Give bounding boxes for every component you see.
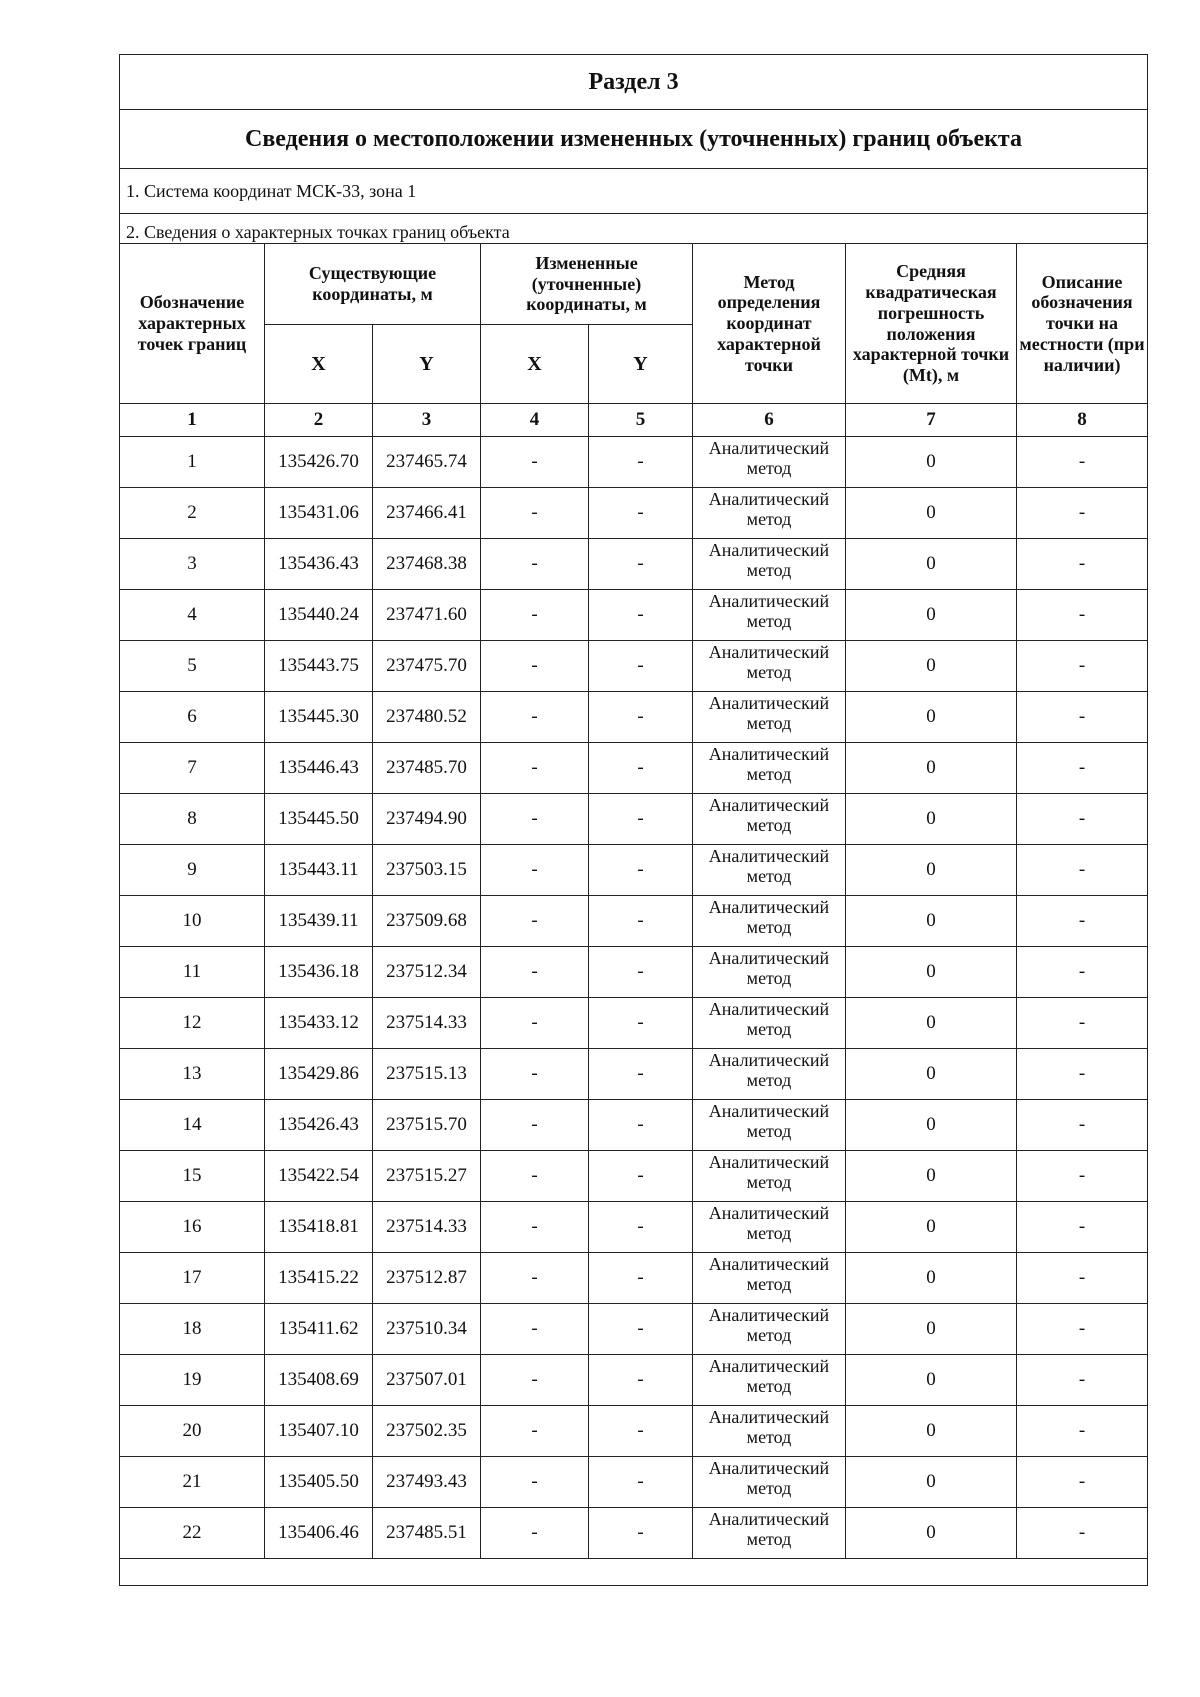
existing-y-cell: 237509.68 bbox=[373, 896, 481, 947]
changed-y-cell: - bbox=[589, 1100, 693, 1151]
existing-y-cell: 237510.34 bbox=[373, 1304, 481, 1355]
description-cell: - bbox=[1017, 1253, 1148, 1304]
existing-x-cell: 135405.50 bbox=[265, 1457, 373, 1508]
method-cell: Аналитический метод bbox=[693, 1151, 846, 1202]
mean-error-cell: 0 bbox=[846, 1202, 1017, 1253]
changed-y-cell: - bbox=[589, 590, 693, 641]
table-row bbox=[120, 539, 1148, 590]
description-cell: - bbox=[1017, 590, 1148, 641]
mean-error-cell: 0 bbox=[846, 1406, 1017, 1457]
existing-y-cell: 237485.51 bbox=[373, 1508, 481, 1559]
points-heading: 2. Сведения о характерных точках границ объекта bbox=[120, 214, 1148, 244]
table-row bbox=[120, 845, 1148, 896]
changed-x-cell: - bbox=[481, 437, 589, 488]
existing-x-cell: 135440.24 bbox=[265, 590, 373, 641]
method-cell: Аналитический метод bbox=[693, 437, 846, 488]
changed-y-cell: - bbox=[589, 488, 693, 539]
changed-y-cell: - bbox=[589, 794, 693, 845]
existing-y-cell: 237468.38 bbox=[373, 539, 481, 590]
changed-x-cell: - bbox=[481, 539, 589, 590]
description-cell: - bbox=[1017, 1406, 1148, 1457]
point-number-cell: 15 bbox=[120, 1151, 265, 1202]
changed-y-cell: - bbox=[589, 437, 693, 488]
table-row bbox=[120, 1253, 1148, 1304]
changed-x-cell: - bbox=[481, 947, 589, 998]
existing-y-cell: 237465.74 bbox=[373, 437, 481, 488]
description-cell: - bbox=[1017, 743, 1148, 794]
changed-y-cell: - bbox=[589, 1457, 693, 1508]
existing-x-cell: 135429.86 bbox=[265, 1049, 373, 1100]
method-cell: Аналитический метод bbox=[693, 692, 846, 743]
existing-y-cell: 237502.35 bbox=[373, 1406, 481, 1457]
point-number-cell: 10 bbox=[120, 896, 265, 947]
mean-error-cell: 0 bbox=[846, 794, 1017, 845]
existing-x-cell: 135439.11 bbox=[265, 896, 373, 947]
changed-x-cell: - bbox=[481, 488, 589, 539]
point-number-cell: 16 bbox=[120, 1202, 265, 1253]
description-cell: - bbox=[1017, 1100, 1148, 1151]
changed-x-cell: - bbox=[481, 1457, 589, 1508]
point-number-cell: 11 bbox=[120, 947, 265, 998]
column-number: 6 bbox=[693, 404, 846, 437]
mean-error-cell: 0 bbox=[846, 692, 1017, 743]
column-number: 8 bbox=[1017, 404, 1148, 437]
table-row bbox=[120, 743, 1148, 794]
point-number-cell: 8 bbox=[120, 794, 265, 845]
changed-x-cell: - bbox=[481, 1508, 589, 1559]
existing-x-cell: 135426.70 bbox=[265, 437, 373, 488]
column-number-row bbox=[120, 404, 1148, 437]
existing-x-cell: 135407.10 bbox=[265, 1406, 373, 1457]
header-changed-x: X bbox=[481, 325, 589, 404]
mean-error-cell: 0 bbox=[846, 1100, 1017, 1151]
description-cell: - bbox=[1017, 1508, 1148, 1559]
table-row bbox=[120, 1406, 1148, 1457]
method-cell: Аналитический метод bbox=[693, 845, 846, 896]
changed-y-cell: - bbox=[589, 1406, 693, 1457]
existing-y-cell: 237512.34 bbox=[373, 947, 481, 998]
changed-x-cell: - bbox=[481, 1049, 589, 1100]
point-number-cell: 2 bbox=[120, 488, 265, 539]
existing-x-cell: 135445.50 bbox=[265, 794, 373, 845]
existing-x-cell: 135436.18 bbox=[265, 947, 373, 998]
description-cell: - bbox=[1017, 437, 1148, 488]
column-number: 4 bbox=[481, 404, 589, 437]
description-cell: - bbox=[1017, 1304, 1148, 1355]
coordinate-system: 1. Система координат МСК-33, зона 1 bbox=[120, 169, 1148, 214]
existing-y-cell: 237515.70 bbox=[373, 1100, 481, 1151]
changed-y-cell: - bbox=[589, 1304, 693, 1355]
method-cell: Аналитический метод bbox=[693, 1508, 846, 1559]
description-cell: - bbox=[1017, 1202, 1148, 1253]
mean-error-cell: 0 bbox=[846, 998, 1017, 1049]
table-row bbox=[120, 590, 1148, 641]
mean-error-cell: 0 bbox=[846, 488, 1017, 539]
mean-error-cell: 0 bbox=[846, 1253, 1017, 1304]
mean-error-cell: 0 bbox=[846, 539, 1017, 590]
existing-x-cell: 135445.30 bbox=[265, 692, 373, 743]
changed-y-cell: - bbox=[589, 947, 693, 998]
changed-y-cell: - bbox=[589, 1151, 693, 1202]
changed-y-cell: - bbox=[589, 1355, 693, 1406]
header-description: Описание обозначения точки на местности (при наличии) bbox=[1017, 244, 1148, 404]
mean-error-cell: 0 bbox=[846, 743, 1017, 794]
existing-y-cell: 237503.15 bbox=[373, 845, 481, 896]
mean-error-cell: 0 bbox=[846, 1151, 1017, 1202]
header-existing-x: X bbox=[265, 325, 373, 404]
table-row bbox=[120, 437, 1148, 488]
column-number: 5 bbox=[589, 404, 693, 437]
description-cell: - bbox=[1017, 539, 1148, 590]
table-row bbox=[120, 488, 1148, 539]
existing-y-cell: 237493.43 bbox=[373, 1457, 481, 1508]
mean-error-cell: 0 bbox=[846, 1457, 1017, 1508]
changed-x-cell: - bbox=[481, 1253, 589, 1304]
existing-x-cell: 135426.43 bbox=[265, 1100, 373, 1151]
point-number-cell: 9 bbox=[120, 845, 265, 896]
existing-y-cell: 237485.70 bbox=[373, 743, 481, 794]
changed-x-cell: - bbox=[481, 1151, 589, 1202]
changed-y-cell: - bbox=[589, 1202, 693, 1253]
changed-x-cell: - bbox=[481, 896, 589, 947]
changed-y-cell: - bbox=[589, 845, 693, 896]
description-cell: - bbox=[1017, 692, 1148, 743]
changed-x-cell: - bbox=[481, 1406, 589, 1457]
table-footer-row bbox=[120, 1559, 1148, 1586]
changed-y-cell: - bbox=[589, 641, 693, 692]
method-cell: Аналитический метод bbox=[693, 1253, 846, 1304]
mean-error-cell: 0 bbox=[846, 1304, 1017, 1355]
header-changed-y: Y bbox=[589, 325, 693, 404]
header-point-designation: Обозначение характерных точек границ bbox=[120, 244, 265, 404]
method-cell: Аналитический метод bbox=[693, 539, 846, 590]
existing-x-cell: 135415.22 bbox=[265, 1253, 373, 1304]
header-changed-coords: Измененные (уточненные) координаты, м bbox=[481, 244, 693, 325]
table-row bbox=[120, 1508, 1148, 1559]
table-row bbox=[120, 692, 1148, 743]
mean-error-cell: 0 bbox=[846, 845, 1017, 896]
column-number: 1 bbox=[120, 404, 265, 437]
table-row bbox=[120, 794, 1148, 845]
document-page bbox=[119, 54, 1147, 1586]
existing-y-cell: 237514.33 bbox=[373, 998, 481, 1049]
table-row bbox=[120, 1355, 1148, 1406]
description-cell: - bbox=[1017, 1151, 1148, 1202]
existing-x-cell: 135436.43 bbox=[265, 539, 373, 590]
existing-y-cell: 237514.33 bbox=[373, 1202, 481, 1253]
point-number-cell: 22 bbox=[120, 1508, 265, 1559]
table-row bbox=[120, 947, 1148, 998]
table-footer-cell bbox=[120, 1559, 1148, 1586]
changed-x-cell: - bbox=[481, 998, 589, 1049]
existing-x-cell: 135406.46 bbox=[265, 1508, 373, 1559]
method-cell: Аналитический метод bbox=[693, 998, 846, 1049]
mean-error-cell: 0 bbox=[846, 947, 1017, 998]
point-number-cell: 20 bbox=[120, 1406, 265, 1457]
table-row bbox=[120, 1202, 1148, 1253]
description-cell: - bbox=[1017, 1457, 1148, 1508]
point-number-cell: 14 bbox=[120, 1100, 265, 1151]
section-subtitle: Сведения о местоположении измененных (уточненных) границ объекта bbox=[120, 110, 1148, 169]
header-existing-coords: Существующие координаты, м bbox=[265, 244, 481, 325]
changed-x-cell: - bbox=[481, 1355, 589, 1406]
section-title: Раздел 3 bbox=[120, 55, 1148, 110]
table-row bbox=[120, 1304, 1148, 1355]
mean-error-cell: 0 bbox=[846, 1508, 1017, 1559]
changed-y-cell: - bbox=[589, 743, 693, 794]
existing-y-cell: 237466.41 bbox=[373, 488, 481, 539]
method-cell: Аналитический метод bbox=[693, 641, 846, 692]
changed-x-cell: - bbox=[481, 794, 589, 845]
table-row bbox=[120, 1151, 1148, 1202]
existing-x-cell: 135411.62 bbox=[265, 1304, 373, 1355]
method-cell: Аналитический метод bbox=[693, 1457, 846, 1508]
method-cell: Аналитический метод bbox=[693, 1100, 846, 1151]
boundary-points-table bbox=[119, 54, 1148, 1586]
description-cell: - bbox=[1017, 998, 1148, 1049]
description-cell: - bbox=[1017, 896, 1148, 947]
existing-x-cell: 135443.75 bbox=[265, 641, 373, 692]
existing-x-cell: 135408.69 bbox=[265, 1355, 373, 1406]
description-cell: - bbox=[1017, 947, 1148, 998]
method-cell: Аналитический метод bbox=[693, 947, 846, 998]
mean-error-cell: 0 bbox=[846, 641, 1017, 692]
point-number-cell: 6 bbox=[120, 692, 265, 743]
method-cell: Аналитический метод bbox=[693, 488, 846, 539]
point-number-cell: 17 bbox=[120, 1253, 265, 1304]
changed-x-cell: - bbox=[481, 590, 589, 641]
changed-y-cell: - bbox=[589, 998, 693, 1049]
existing-y-cell: 237480.52 bbox=[373, 692, 481, 743]
mean-error-cell: 0 bbox=[846, 437, 1017, 488]
table-row bbox=[120, 641, 1148, 692]
table-row bbox=[120, 998, 1148, 1049]
changed-x-cell: - bbox=[481, 641, 589, 692]
table-row bbox=[120, 896, 1148, 947]
changed-x-cell: - bbox=[481, 1202, 589, 1253]
method-cell: Аналитический метод bbox=[693, 1202, 846, 1253]
existing-y-cell: 237515.27 bbox=[373, 1151, 481, 1202]
mean-error-cell: 0 bbox=[846, 896, 1017, 947]
table-row bbox=[120, 1100, 1148, 1151]
existing-y-cell: 237512.87 bbox=[373, 1253, 481, 1304]
point-number-cell: 12 bbox=[120, 998, 265, 1049]
changed-y-cell: - bbox=[589, 1253, 693, 1304]
point-number-cell: 7 bbox=[120, 743, 265, 794]
description-cell: - bbox=[1017, 845, 1148, 896]
description-cell: - bbox=[1017, 1355, 1148, 1406]
existing-y-cell: 237475.70 bbox=[373, 641, 481, 692]
method-cell: Аналитический метод bbox=[693, 794, 846, 845]
existing-x-cell: 135422.54 bbox=[265, 1151, 373, 1202]
mean-error-cell: 0 bbox=[846, 1355, 1017, 1406]
existing-x-cell: 135433.12 bbox=[265, 998, 373, 1049]
method-cell: Аналитический метод bbox=[693, 590, 846, 641]
column-number: 2 bbox=[265, 404, 373, 437]
point-number-cell: 4 bbox=[120, 590, 265, 641]
method-cell: Аналитический метод bbox=[693, 743, 846, 794]
changed-y-cell: - bbox=[589, 896, 693, 947]
method-cell: Аналитический метод bbox=[693, 1304, 846, 1355]
existing-y-cell: 237515.13 bbox=[373, 1049, 481, 1100]
point-number-cell: 13 bbox=[120, 1049, 265, 1100]
method-cell: Аналитический метод bbox=[693, 896, 846, 947]
point-number-cell: 5 bbox=[120, 641, 265, 692]
column-number: 3 bbox=[373, 404, 481, 437]
column-number: 7 bbox=[846, 404, 1017, 437]
existing-y-cell: 237494.90 bbox=[373, 794, 481, 845]
header-method: Метод определения координат характерной точки bbox=[693, 244, 846, 404]
mean-error-cell: 0 bbox=[846, 1049, 1017, 1100]
description-cell: - bbox=[1017, 641, 1148, 692]
point-number-cell: 21 bbox=[120, 1457, 265, 1508]
changed-x-cell: - bbox=[481, 692, 589, 743]
point-number-cell: 19 bbox=[120, 1355, 265, 1406]
table-row bbox=[120, 1457, 1148, 1508]
changed-y-cell: - bbox=[589, 1508, 693, 1559]
method-cell: Аналитический метод bbox=[693, 1355, 846, 1406]
existing-x-cell: 135443.11 bbox=[265, 845, 373, 896]
method-cell: Аналитический метод bbox=[693, 1049, 846, 1100]
changed-x-cell: - bbox=[481, 743, 589, 794]
description-cell: - bbox=[1017, 488, 1148, 539]
existing-x-cell: 135418.81 bbox=[265, 1202, 373, 1253]
point-number-cell: 3 bbox=[120, 539, 265, 590]
changed-y-cell: - bbox=[589, 1049, 693, 1100]
changed-x-cell: - bbox=[481, 1304, 589, 1355]
changed-x-cell: - bbox=[481, 1100, 589, 1151]
changed-x-cell: - bbox=[481, 845, 589, 896]
existing-y-cell: 237471.60 bbox=[373, 590, 481, 641]
existing-x-cell: 135431.06 bbox=[265, 488, 373, 539]
description-cell: - bbox=[1017, 794, 1148, 845]
changed-y-cell: - bbox=[589, 692, 693, 743]
header-mean-error: Средняя квадратическая погрешность положения характерной точки (Mt), м bbox=[846, 244, 1017, 404]
mean-error-cell: 0 bbox=[846, 590, 1017, 641]
point-number-cell: 1 bbox=[120, 437, 265, 488]
header-existing-y: Y bbox=[373, 325, 481, 404]
method-cell: Аналитический метод bbox=[693, 1406, 846, 1457]
changed-y-cell: - bbox=[589, 539, 693, 590]
existing-y-cell: 237507.01 bbox=[373, 1355, 481, 1406]
table-row bbox=[120, 1049, 1148, 1100]
point-number-cell: 18 bbox=[120, 1304, 265, 1355]
existing-x-cell: 135446.43 bbox=[265, 743, 373, 794]
description-cell: - bbox=[1017, 1049, 1148, 1100]
